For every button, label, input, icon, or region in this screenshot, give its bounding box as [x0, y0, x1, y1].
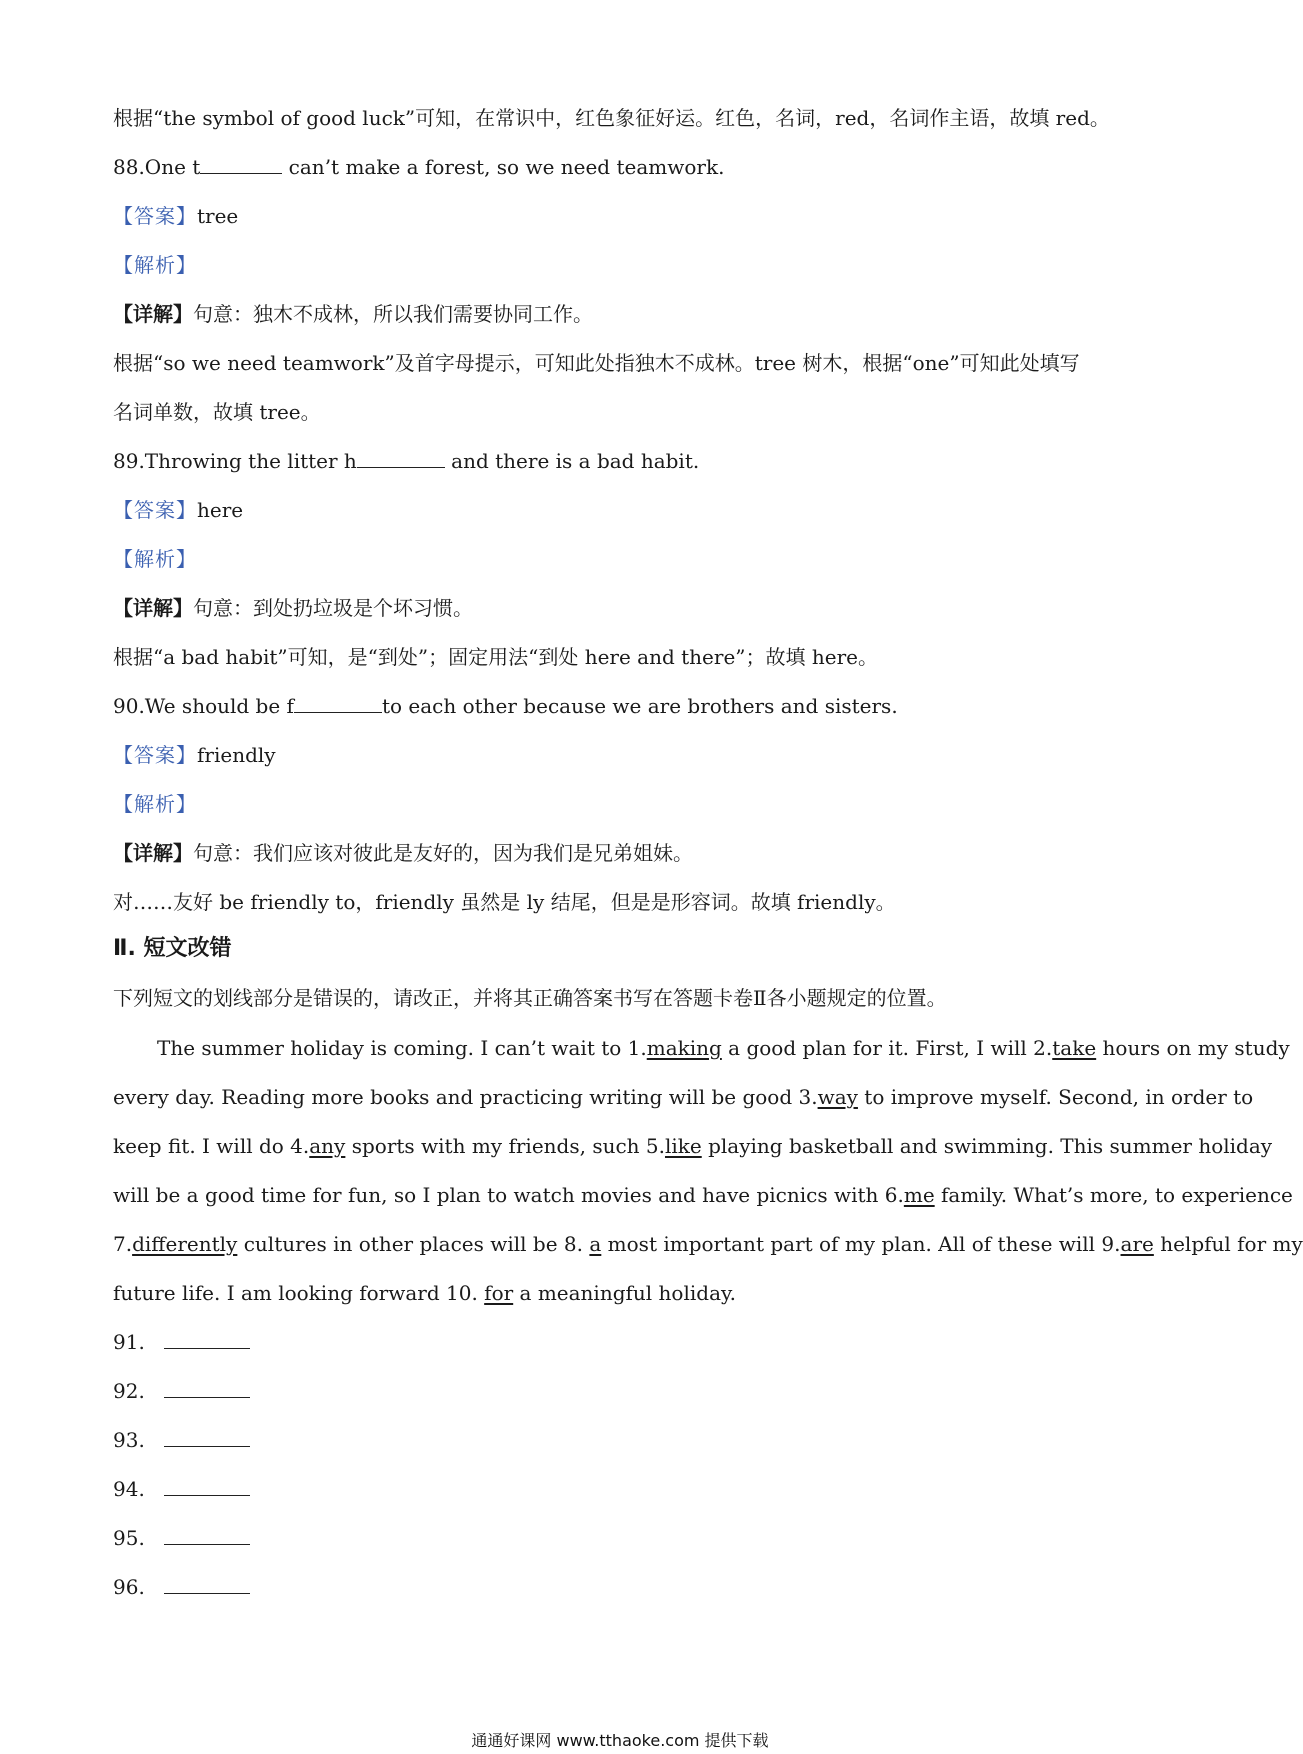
q90-answer [113, 741, 276, 769]
answer-number: 94. [113, 1477, 145, 1501]
answer-number: 91. [113, 1330, 145, 1354]
detail-tag: 【详解】 [113, 841, 193, 865]
error-10: for [484, 1281, 514, 1305]
answer-number: 92. [113, 1379, 145, 1403]
answer-blank[interactable] [164, 1524, 250, 1545]
passage-line-4 [113, 1181, 1293, 1209]
q89-suffix: and there is a bad habit. [444, 449, 700, 473]
q88-suffix: can’t make a forest, so we need teamwork. [282, 155, 725, 179]
q90-answer-text: friendly [197, 743, 276, 767]
error-1: making [646, 1036, 722, 1060]
q89-detail-text: 句意：到处扔垃圾是个坏习惯。 [193, 596, 473, 620]
analysis-tag: 【解析】 [113, 792, 197, 816]
answer-number: 95. [113, 1526, 145, 1550]
q88-question [113, 153, 724, 181]
q89-blank[interactable] [357, 447, 445, 468]
error-7: differently [132, 1232, 238, 1256]
q89-prefix: 89.Throwing the litter h [113, 449, 357, 473]
passage-text: helpful for my [1153, 1232, 1303, 1256]
passage-line-5 [113, 1230, 1303, 1258]
answer-blank[interactable] [164, 1328, 250, 1349]
q88-blank[interactable] [200, 153, 282, 174]
error-6: me [903, 1183, 935, 1207]
answer-line-94 [113, 1475, 250, 1503]
error-5: like [664, 1134, 702, 1158]
passage-text: cultures in other places will be 8. [237, 1232, 590, 1256]
passage-text: 7. [113, 1232, 133, 1256]
error-3: way [817, 1085, 858, 1109]
passage-text: most important part of my plan. All of these will 9. [601, 1232, 1121, 1256]
passage-text: hours on my study [1096, 1036, 1290, 1060]
q88-detail [113, 300, 593, 328]
q88-prefix: 88.One t [113, 155, 201, 179]
answer-tag: 【答案】 [113, 204, 197, 228]
detail-tag: 【详解】 [113, 596, 193, 620]
answer-line-91 [113, 1328, 250, 1356]
q88-detail-text: 句意：独木不成林，所以我们需要协同工作。 [193, 302, 593, 326]
passage-text: every day. Reading more books and practicing writing will be good 3. [113, 1085, 818, 1109]
passage-text: playing basketball and swimming. This summer holiday [701, 1134, 1273, 1158]
answer-line-95 [113, 1524, 250, 1552]
q87-explanation: 根据“the symbol of good luck”可知，在常识中，红色象征好运。红色，名词，red，名词作主语，故填 red。 [113, 106, 1110, 130]
passage-line-1 [157, 1034, 1290, 1062]
passage-text: to improve myself. Second, in order to [857, 1085, 1254, 1109]
page-footer: 通通好课网 www.tthaoke.com 提供下载 [471, 1731, 769, 1750]
passage-text: keep fit. I will do 4. [113, 1134, 310, 1158]
passage-text: a good plan for it. First, I will 2. [721, 1036, 1053, 1060]
answer-number: 93. [113, 1428, 145, 1452]
q89-explanation: 根据“a bad habit”可知，是“到处”；固定用法“到处 here and there”；故填 here。 [113, 645, 878, 669]
answer-number: 96. [113, 1575, 145, 1599]
section-instruction: 下列短文的划线部分是错误的，请改正，并将其正确答案书写在答题卡卷Ⅱ各小题规定的位置。 [113, 986, 947, 1010]
q90-suffix: to each other because we are brothers and sisters. [381, 694, 898, 718]
q90-prefix: 90.We should be f [113, 694, 294, 718]
passage-text: family. What’s more, to experience [934, 1183, 1293, 1207]
passage-line-3 [113, 1132, 1272, 1160]
passage-text: will be a good time for fun, so I plan to watch movies and have picnics with 6. [113, 1183, 904, 1207]
error-2: take [1052, 1036, 1097, 1060]
analysis-tag: 【解析】 [113, 547, 197, 571]
passage-text: The summer holiday is coming. I can’t wait to 1. [157, 1036, 647, 1060]
q88-answer [113, 202, 238, 230]
q88-answer-text: tree [197, 204, 239, 228]
answer-tag: 【答案】 [113, 743, 197, 767]
passage-line-6 [113, 1279, 736, 1307]
error-4: any [309, 1134, 346, 1158]
q88-explanation-2: 名词单数，故填 tree。 [113, 400, 321, 424]
q88-explanation-1: 根据“so we need teamwork”及首字母提示，可知此处指独木不成林。tree 树木，根据“one”可知此处填写 [113, 351, 1080, 375]
q89-question [113, 447, 699, 475]
q89-answer [113, 496, 243, 524]
answer-tag: 【答案】 [113, 498, 197, 522]
q90-explanation: 对……友好 be friendly to，friendly 虽然是 ly 结尾，但是是形容词。故填 friendly。 [113, 890, 896, 914]
q90-blank[interactable] [294, 692, 382, 713]
answer-blank[interactable] [164, 1475, 250, 1496]
answer-line-93 [113, 1426, 250, 1454]
answer-line-92 [113, 1377, 250, 1405]
answer-blank[interactable] [164, 1377, 250, 1398]
passage-text: a meaningful holiday. [513, 1281, 736, 1305]
q90-question [113, 692, 898, 720]
passage-text: future life. I am looking forward 10. [113, 1281, 485, 1305]
passage-line-2 [113, 1083, 1253, 1111]
q89-answer-text: here [197, 498, 244, 522]
section-heading: Ⅱ. 短文改错 [113, 936, 232, 961]
answer-blank[interactable] [164, 1573, 250, 1594]
answer-line-96 [113, 1573, 250, 1601]
error-8: a [589, 1232, 602, 1256]
q90-detail [113, 839, 693, 867]
error-9: are [1120, 1232, 1154, 1256]
q89-detail [113, 594, 473, 622]
analysis-tag: 【解析】 [113, 253, 197, 277]
passage-text: sports with my friends, such 5. [345, 1134, 665, 1158]
answer-blank[interactable] [164, 1426, 250, 1447]
q90-detail-text: 句意：我们应该对彼此是友好的，因为我们是兄弟姐妹。 [193, 841, 693, 865]
detail-tag: 【详解】 [113, 302, 193, 326]
